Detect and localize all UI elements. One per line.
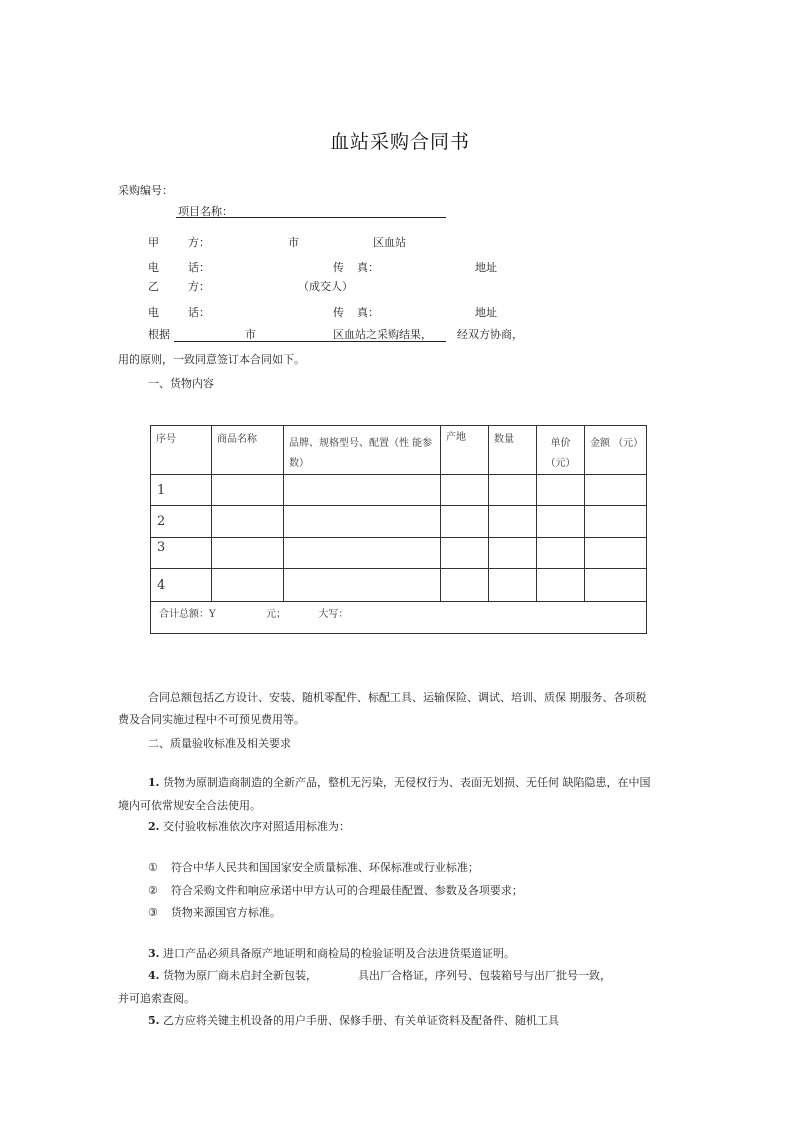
col-header-origin: 产地: [441, 426, 489, 475]
table-cell: [585, 475, 647, 506]
item-4-text-a: 货物为原厂商未启封全新包装，: [162, 969, 317, 982]
party-b-label-2: 方：: [188, 280, 210, 293]
table-header-row: [151, 426, 647, 475]
item-3-text: 进口产品必须具备原产地证明和商检局的检验证明及合法进货渠道证明。: [162, 947, 515, 960]
party-a-phone-label-2: 话：: [188, 261, 210, 274]
item-2: [148, 818, 350, 834]
table-cell: [284, 538, 441, 569]
goods-table: [150, 425, 647, 634]
table-row: [151, 475, 647, 506]
col-header-amount: 金额 （元）: [585, 426, 647, 475]
row-index: 4: [151, 569, 212, 602]
party-b-fax-label-2: 真：: [357, 306, 379, 319]
total-label: 合计总额：Y: [159, 609, 216, 620]
item-4-number: 4.: [148, 969, 160, 982]
party-b-fax-label-1: 传: [333, 306, 344, 319]
table-cell: [284, 506, 441, 538]
standard-item: [148, 904, 281, 920]
basis-prefix: 根据: [148, 328, 170, 341]
table-cell: [441, 538, 489, 569]
total-cell: [151, 602, 647, 634]
row-index: 1: [151, 475, 212, 506]
party-a-address-label: 地址: [475, 261, 497, 274]
standard-mark: ③: [148, 906, 158, 919]
basis-result: 区血站之采购结果，: [333, 328, 432, 341]
table-cell: [441, 506, 489, 538]
party-a-label-2: 方：: [188, 236, 210, 249]
party-b-phone-label-1: 电: [148, 306, 159, 319]
item-1: [148, 774, 650, 790]
party-b-phone-label-2: 话：: [188, 306, 210, 319]
table-cell: [212, 538, 284, 569]
basis-underline: [174, 341, 446, 342]
party-b-note: （成交人）: [298, 280, 353, 293]
party-a-fax-label-1: 传: [333, 261, 344, 274]
basis-suffix: 经双方协商，: [457, 328, 523, 341]
contract-total-note-line-1: 合同总额包括乙方设计、安装、随机零配件、标配工具、运输保险、调试、培训、质保 期服务、各项税: [148, 691, 647, 704]
table-cell: [489, 538, 537, 569]
table-row: [151, 569, 647, 602]
table-cell: [441, 569, 489, 602]
contract-total-note-line-2: 费及合同实施过程中不可预见费用等。: [118, 713, 305, 726]
project-name-label: 项目名称：: [178, 205, 233, 218]
table-cell: [585, 538, 647, 569]
item-2-text: 交付验收标准依次序对照适用标准为：: [162, 820, 350, 833]
standard-mark: ①: [148, 861, 158, 874]
table-cell: [284, 569, 441, 602]
total-caps-label: 大写：: [318, 609, 349, 620]
table-cell: [441, 475, 489, 506]
party-b-label-1: 乙: [148, 280, 159, 293]
col-header-unit-price: [537, 426, 585, 475]
standard-text: 货物来源国官方标准。: [170, 906, 281, 919]
col-header-brand-spec: 品牌、规格型号、配置（性 能参数）: [284, 426, 441, 475]
item-1-number: 1.: [148, 776, 160, 789]
item-5-number: 5.: [148, 1014, 160, 1027]
row-index: 2: [151, 506, 212, 538]
contract-no-label: 采购编号：: [118, 184, 173, 197]
party-a-district: 区血站: [373, 236, 406, 249]
item-3: [148, 945, 515, 961]
item-1-line-2: 境内可依常规安全合法使用。: [118, 799, 261, 812]
party-a-phone-label-1: 电: [148, 261, 159, 274]
item-5: [148, 1012, 559, 1028]
col-header-product-name: 商品名称: [212, 426, 284, 475]
party-b-address-label: 地址: [475, 306, 497, 319]
basis-city: 市: [245, 328, 256, 341]
table-cell: [284, 475, 441, 506]
document-title: 血站采购合同书: [329, 131, 470, 153]
item-2-number: 2.: [148, 820, 160, 833]
item-4-line-2: 并可追索查阅。: [118, 992, 195, 1005]
item-5-text: 乙方应将关键主机设备的用户手册、保修手册、有关单证资料及配备件、随机工具: [162, 1014, 559, 1027]
project-name-underline: [176, 217, 446, 218]
col-header-quantity: 数量: [489, 426, 537, 475]
total-unit: 元；: [265, 609, 286, 620]
table-cell: [489, 475, 537, 506]
unit-price-unit: （元）: [545, 458, 576, 469]
item-3-number: 3.: [148, 947, 160, 960]
table-cell: [585, 506, 647, 538]
item-4: [148, 967, 317, 983]
standard-mark: ②: [148, 884, 158, 897]
table-cell: [537, 506, 585, 538]
party-a-fax-label-2: 真：: [357, 261, 379, 274]
row-index: 3: [151, 538, 212, 569]
table-cell: [489, 569, 537, 602]
table-cell: [585, 569, 647, 602]
table-total-row: [151, 602, 647, 634]
unit-price-label: 单价: [550, 438, 571, 449]
standard-item: [148, 882, 523, 898]
table-row: [151, 506, 647, 538]
col-header-index: 序号: [151, 426, 212, 475]
party-a-city: 市: [288, 236, 299, 249]
standard-item: [148, 859, 479, 875]
table-cell: [489, 506, 537, 538]
standard-text: 符合中华人民共和国国家安全质量标准、环保标准或行业标准；: [170, 861, 479, 874]
item-1-line-1: 货物为原制造商制造的全新产品，整机无污染，无侵权行为、表面无划损、无任何 缺陷隐患，在中国: [162, 776, 651, 789]
table-cell: [212, 506, 284, 538]
item-4-text-b: 具出厂合格证，序列号、包装箱号与出厂批号一致，: [358, 969, 611, 982]
table-cell: [537, 538, 585, 569]
table-cell: [212, 475, 284, 506]
section2-heading: 二、质量验收标准及相关要求: [148, 737, 291, 750]
agree-line: 用的原则，一致同意签订本合同如下。: [118, 353, 305, 366]
table-cell: [212, 569, 284, 602]
party-a-label-1: 甲: [148, 236, 159, 249]
table-cell: [537, 475, 585, 506]
table-cell: [537, 569, 585, 602]
section1-heading: 一、货物内容: [148, 377, 214, 390]
standard-text: 符合采购文件和响应承诺中甲方认可的合理最佳配置、参数及各项要求；: [170, 884, 523, 897]
table-row: [151, 538, 647, 569]
